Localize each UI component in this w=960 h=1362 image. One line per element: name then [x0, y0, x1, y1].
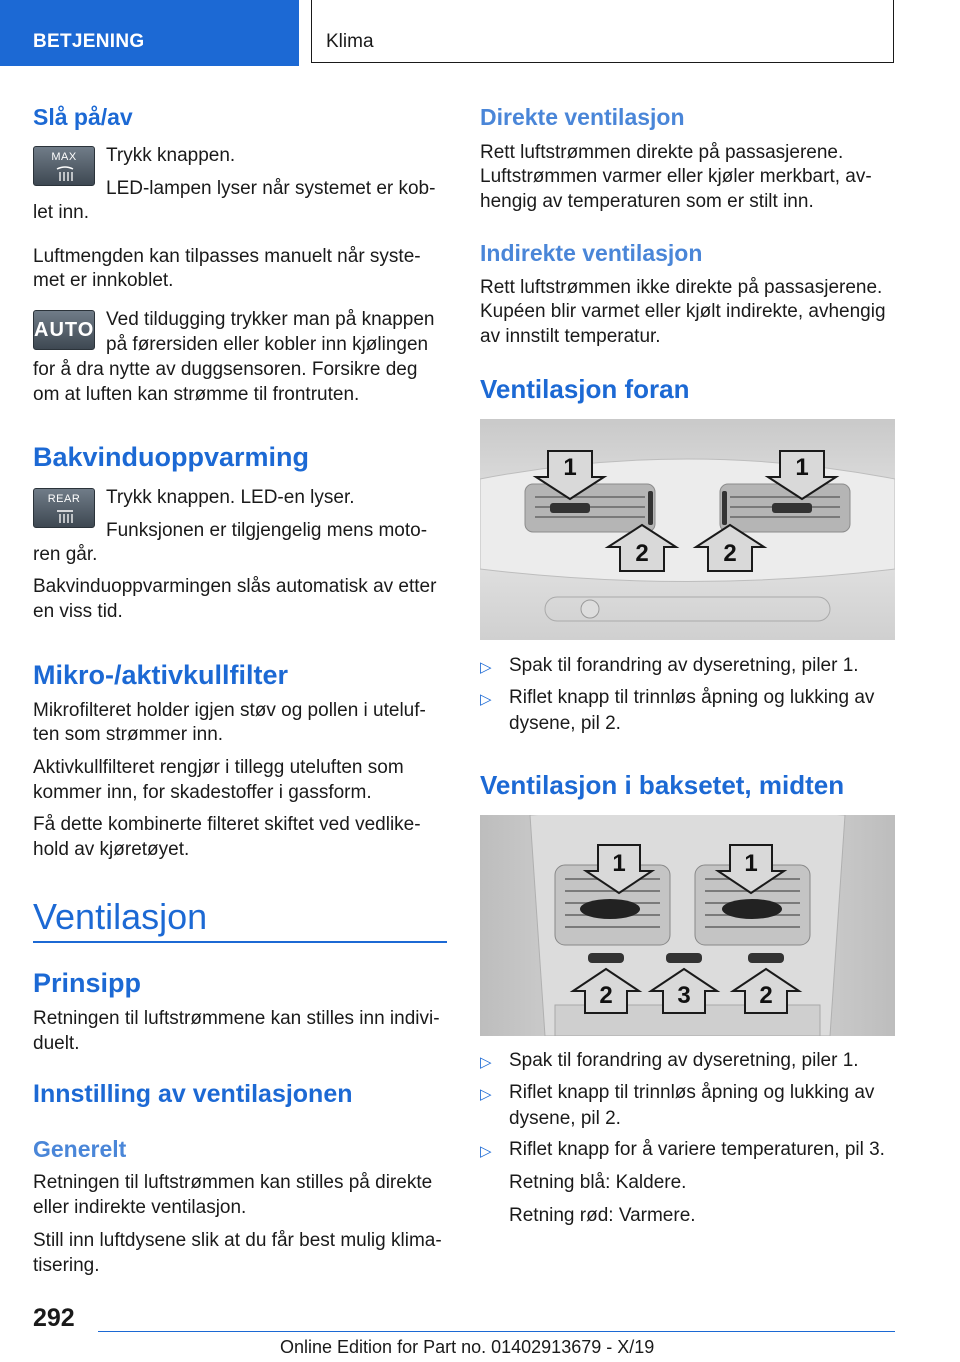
text-tildugging-2: på førersiden eller kobler inn kjølingen [106, 334, 429, 355]
max-defrost-icon [33, 146, 95, 186]
text-funksjonen: Funksjonen er tilgjengelig mens moto- [106, 520, 428, 541]
fig2-label-2b: 2 [759, 982, 773, 1009]
text-bakvindu-auto-2: en viss tid. [33, 601, 123, 622]
text-mikrofilter-2: ten som strømmer inn. [33, 724, 224, 745]
text-trykk-knappen: Trykk knappen. [106, 145, 236, 166]
list-item-text-2: dysene, pil 2. [509, 713, 621, 734]
text-indirekte-3: av innstilt temperatur. [480, 326, 661, 347]
list-item [480, 1137, 895, 1163]
figure-front-vents [480, 419, 895, 640]
list-item-text-2: dysene, pil 2. [509, 1108, 621, 1129]
heading-generelt: Generelt [33, 1136, 127, 1162]
text-indirekte: Rett luftstrømmen ikke direkte på passasjerene. [480, 277, 883, 298]
heading-innstilling: Innstilling av ventilasjonen [33, 1080, 353, 1108]
header-section: BETJENING [33, 31, 145, 52]
heading-rule [33, 941, 447, 943]
auto-icon-label: AUTO [34, 319, 95, 341]
text-luftmengden: Luftmengden kan tilpasses manuelt når syste- [33, 246, 421, 267]
max-icon-label: MAX [51, 151, 77, 163]
rear-icon-label: REAR [47, 493, 81, 505]
text-led-lampen-2: let inn. [33, 202, 89, 223]
header-section-tab [0, 0, 299, 66]
text-led-lampen: LED-lampen lyser når systemet er kob- [106, 178, 436, 199]
triangle-bullet-icon: ▷ [480, 659, 492, 676]
text-direkte-2: Luftstrømmen varmer eller kjøler merkbart, av- [480, 166, 872, 187]
fig1-label-1a: 1 [563, 454, 577, 481]
footer-rule [98, 1331, 895, 1332]
front-vents-illustration [480, 419, 895, 640]
text-retning-blaa: Retning blå: Kaldere. [509, 1172, 687, 1193]
rear-vents-illustration [480, 815, 895, 1036]
list-item [480, 653, 895, 679]
text-tildugging-3: for å dra nytte av duggsensoren. Forsikre deg [33, 359, 418, 380]
text-funksjonen-2: ren går. [33, 544, 98, 565]
fig1-label-2a: 2 [635, 540, 649, 567]
text-bakvindu-auto: Bakvinduoppvarmingen slås automatisk av etter [33, 576, 437, 597]
heading-ventilasjon: Ventilasjon [33, 896, 208, 937]
heading-ventilasjon-foran: Ventilasjon foran [480, 374, 690, 404]
text-aktivkull-2: kommer inn, for skadestoffer i gassform. [33, 782, 372, 803]
text-prinsipp-2: duelt. [33, 1033, 80, 1054]
list-item [480, 685, 895, 737]
fig2-label-3: 3 [677, 982, 691, 1009]
text-generelt: Retningen til luftstrømmen kan stilles på direkte [33, 1172, 433, 1193]
fig2-label-2a: 2 [599, 982, 613, 1009]
text-retning-roed: Retning rød: Varmere. [509, 1205, 696, 1226]
text-indirekte-2: Kupéen blir varmet eller kjølt indirekte, avhengig [480, 301, 886, 322]
header-chapter-box [311, 0, 894, 63]
text-luftdysene: Still inn luftdysene slik at du får best mulig klima- [33, 1230, 442, 1251]
list-item-text: Spak til forandring av dyseretning, piler 1. [509, 1050, 859, 1071]
text-tildugging: Ved tildugging trykker man på knappen [106, 309, 435, 330]
fig1-label-1b: 1 [795, 454, 809, 481]
heading-prinsipp: Prinsipp [33, 968, 142, 998]
triangle-bullet-icon: ▷ [480, 1086, 492, 1103]
list-item [480, 1048, 895, 1074]
heading-slaa-paa-av: Slå på/av [33, 104, 133, 130]
triangle-bullet-icon: ▷ [480, 1054, 492, 1071]
list-item-text: Riflet knapp for å variere temperaturen, pil 3. [509, 1139, 885, 1160]
rear-defrost-icon [33, 488, 95, 528]
list-item-text: Riflet knapp til trinnløs åpning og lukking av [509, 687, 875, 708]
text-filter-skift: Få dette kombinerte filteret skiftet ved vedlike- [33, 814, 421, 835]
text-trykk-led: Trykk knappen. LED-en lyser. [106, 487, 355, 508]
heading-mikrofilter: Mikro-/aktivkullfilter [33, 660, 289, 690]
auto-icon [33, 310, 95, 350]
heading-indirekte: Indirekte ventilasjon [480, 240, 703, 266]
page-number: 292 [33, 1304, 75, 1332]
text-direkte-3: hengig av temperaturen som er stilt inn. [480, 191, 814, 212]
fig2-label-1a: 1 [612, 850, 626, 877]
triangle-bullet-icon: ▷ [480, 691, 492, 708]
text-luftdysene-2: tisering. [33, 1255, 100, 1276]
heading-bakvinduoppvarming: Bakvinduoppvarming [33, 442, 310, 472]
heading-direkte: Direkte ventilasjon [480, 104, 685, 130]
list-item-text: Spak til forandring av dyseretning, piler 1. [509, 655, 859, 676]
text-prinsipp: Retningen til luftstrømmene kan stilles inn indivi- [33, 1008, 440, 1029]
heading-ventilasjon-bak: Ventilasjon i baksetet, midten [480, 770, 845, 800]
footer-edition: Online Edition for Part no. 01402913679 - X/19 [280, 1337, 655, 1357]
text-aktivkull: Aktivkullfilteret rengjør i tillegg uteluften som [33, 757, 404, 778]
triangle-bullet-icon: ▷ [480, 1143, 492, 1160]
figure-rear-vents [480, 815, 895, 1036]
list-item [480, 1080, 895, 1132]
fig1-label-2b: 2 [723, 540, 737, 567]
text-direkte: Rett luftstrømmen direkte på passasjerene. [480, 142, 844, 163]
fig2-label-1b: 1 [744, 850, 758, 877]
text-generelt-2: eller indirekte ventilasjon. [33, 1197, 247, 1218]
text-filter-skift-2: hold av kjøretøyet. [33, 839, 190, 860]
header-chapter: Klima [326, 31, 374, 52]
text-mikrofilter: Mikrofilteret holder igjen støv og pollen i uteluf- [33, 700, 426, 721]
text-luftmengden-2: met er innkoblet. [33, 270, 174, 291]
list-item-text: Riflet knapp til trinnløs åpning og lukking av [509, 1082, 875, 1103]
text-tildugging-4: om at luften kan strømme til frontruten. [33, 384, 360, 405]
